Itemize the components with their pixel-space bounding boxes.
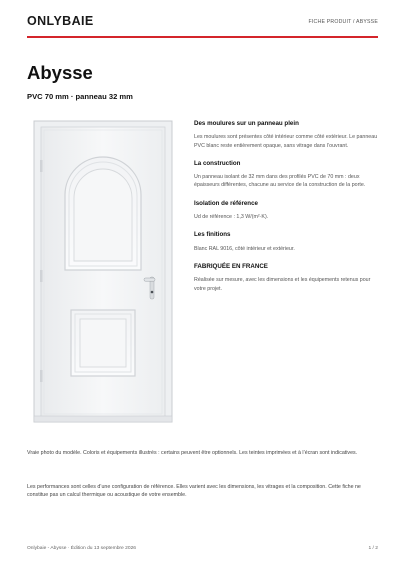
page-number: 1 / 2: [368, 546, 378, 551]
document-type: FICHE PRODUIT / ABYSSE: [308, 19, 378, 25]
photo-disclaimer: Vraie photo du modèle. Coloris et équipements illustrés : certains peuvent être optionnels. Les teintes imprimées et à l’écran sont indicatives.: [27, 450, 358, 456]
page-subtitle: PVC 70 mm · panneau 32 mm: [27, 92, 133, 101]
section-title: Des moulures sur un panneau plein: [194, 120, 299, 127]
section-construction: [194, 160, 380, 190]
section-moulures: [194, 120, 380, 150]
footer-edition: Onlybaie - Abysse · Édition du 13 septembre 2026: [27, 546, 137, 551]
section-title: FABRIQUÉE EN FRANCE: [194, 262, 268, 270]
section-fabrication: [194, 263, 380, 293]
brand-logo: ONLYBAIE: [27, 14, 94, 28]
page-header: [27, 14, 378, 36]
product-sections: [194, 120, 380, 303]
door-illustration: [33, 120, 173, 423]
section-body: Réalisée sur mesure, avec les dimensions et les équipements retenus pour votre projet.: [194, 277, 371, 292]
section-title: La construction: [194, 159, 241, 167]
section-title: Isolation de référence: [194, 199, 258, 207]
section-title: Les finitions: [194, 231, 231, 239]
section-finitions: [194, 231, 380, 253]
section-body: Un panneau isolant de 32 mm dans des profilés PVC de 70 mm : deux épaisseurs différentes, chacune au service de la construction de la porte.: [194, 174, 366, 189]
product-image: [33, 120, 173, 423]
page-title: Abysse: [27, 62, 93, 83]
section-body: Les moulures sont présentes côté intérieur comme côté extérieur. Le panneau PVC blanc reste entièrement opaque, sans vitrage dans l’ouvrant.: [194, 134, 378, 149]
section-body: Blanc RAL 9016, côté intérieur et extérieur.: [194, 245, 295, 252]
header-divider: [27, 36, 378, 38]
section-isolation: [194, 200, 380, 222]
section-body: Ud de référence : 1,3 W/(m²·K).: [194, 214, 269, 221]
performance-disclaimer: Les performances sont celles d’une configuration de référence. Elles varient avec les dimensions, les vitrages et la composition. Cette fiche ne constitue pas un calcul thermique ou acoustique de votre ensemble.: [27, 484, 361, 499]
